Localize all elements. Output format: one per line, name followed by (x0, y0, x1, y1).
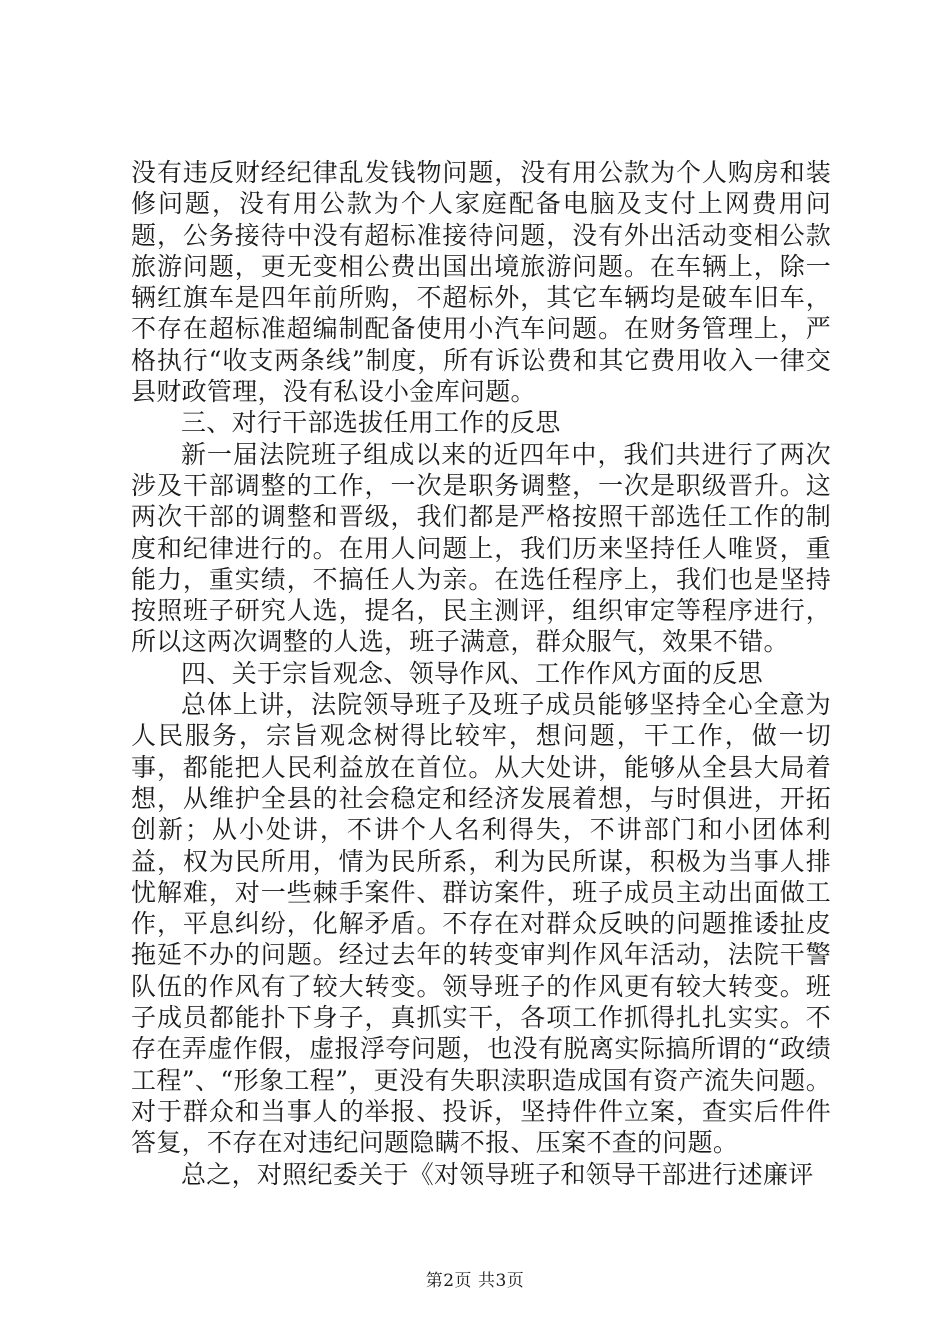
page-footer: 第2页 共3页 (425, 1271, 525, 1291)
document-body (131, 157, 831, 1190)
section-heading-3: 三、对行干部选拔任用工作的反思 (181, 408, 561, 438)
section-heading-4: 四、关于宗旨观念、领导作风、工作作风方面的反思 (181, 658, 763, 688)
paragraph-summary: 总之，对照纪委关于《对领导班子和领导干部进行述廉评 (181, 1159, 814, 1189)
paragraph-finance: 没有违反财经纪律乱发钱物问题，没有用公款为个人购房和装修问题，没有用公款为个人家庭配备电脑及支付上网费用问题，公务接待中没有超标准接待问题，没有外出活动变相公款旅游问题，更无变相公费出国出境旅游问题。在车辆上，除一辆红旗车是四年前所购，不超标外，其它车辆均是破车旧车，不存在超标准超编制配备使用小汽车问题。在财务管理上，严格执行“收支两条线”制度，所有诉讼费和其它费用收入一律交县财政管理，没有私设小金库问题。 (131, 158, 831, 407)
paragraph-work-style: 总体上讲，法院领导班子及班子成员能够坚持全心全意为人民服务，宗旨观念树得比较牢，想问题，干工作，做一切事，都能把人民利益放在首位。从大处讲，能够从全县大局着想，从维护全县的社会稳定和经济发展着想，与时俱进，开拓创新；从小处讲，不讲个人名利得失，不讲部门和小团体利益，权为民所用，情为民所系，利为民所谋，积极为当事人排忧解难，对一些棘手案件、群访案件，班子成员主动出面做工作，平息纠纷，化解矛盾。不存在对群众反映的问题推诿扯皮拖延不办的问题。经过去年的转变审判作风年活动，法院干警队伍的作风有了较大转变。领导班子的作风更有较大转变。班子成员都能扑下身子，真抓实干，各项工作抓得扎扎实实。不存在弄虚作假，虚报浮夸问题，也没有脱离实际搞所谓的“政绩工程”、“形象工程”，更没有失职渎职造成国有资产流失问题。对于群众和当事人的举报、投诉，坚持件件立案，查实后件件答复，不存在对违纪问题隐瞒不报、压案不查的问题。 (131, 690, 831, 1158)
paragraph-cadre-selection: 新一届法院班子组成以来的近四年中，我们共进行了两次涉及干部调整的工作，一次是职务调整，一次是职级晋升。这两次干部的调整和晋级，我们都是严格按照干部选任工作的制度和纪律进行的。在用人问题上，我们历来坚持任人唯贤，重能力，重实绩，不搞任人为亲。在选任程序上，我们也是坚持按照班子研究人选，提名，民主测评，组织审定等程序进行，所以这两次调整的人选，班子满意，群众服气，效果不错。 (131, 439, 831, 657)
